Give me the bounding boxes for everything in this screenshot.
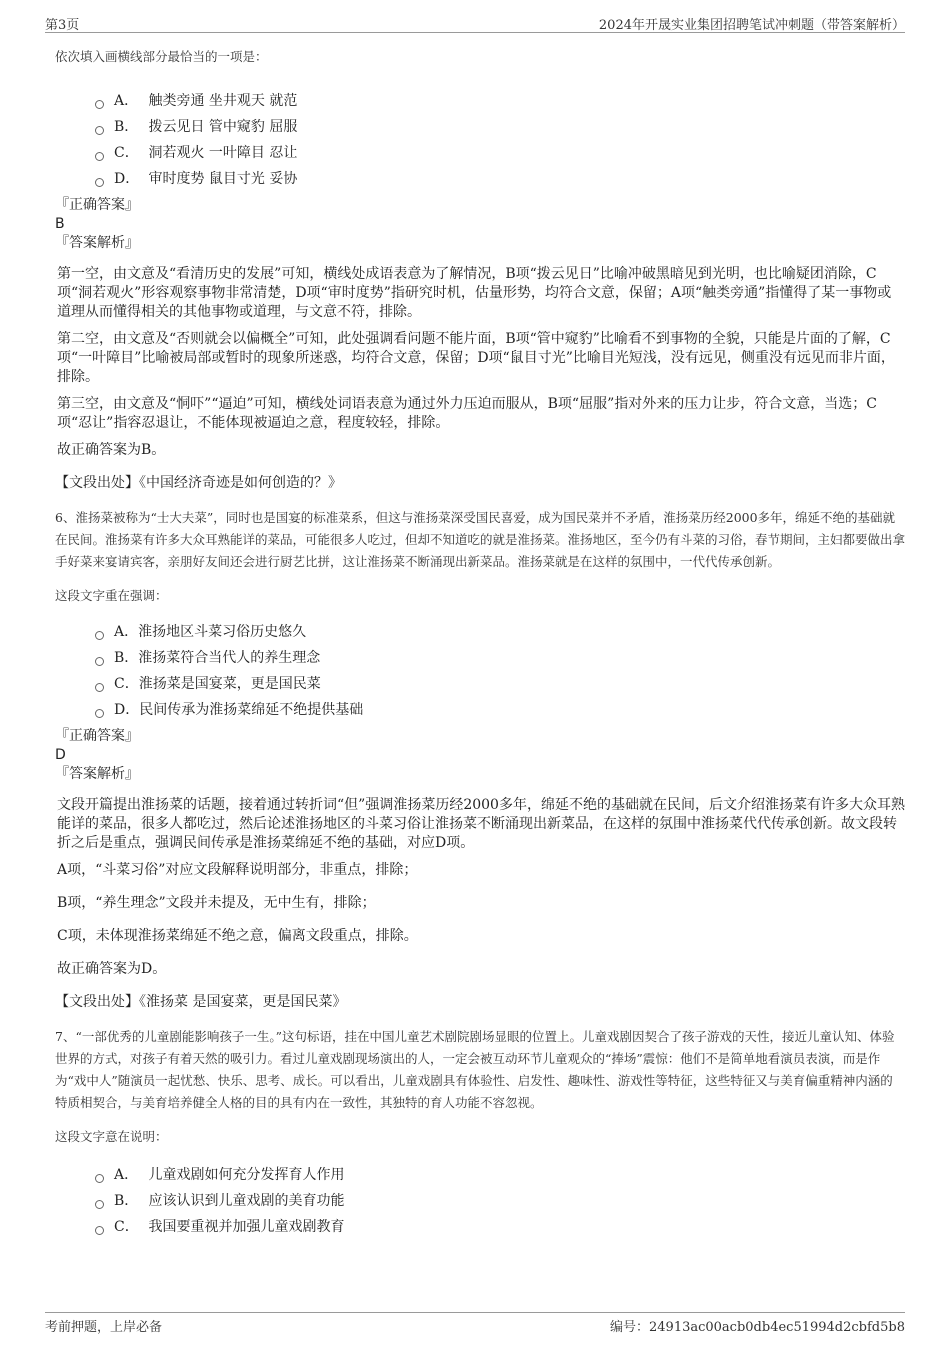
page-header — [45, 10, 905, 33]
q6-option-c[interactable]: C．淮扬菜是国宴菜，更是国民菜 — [95, 671, 905, 697]
radio-button[interactable] — [95, 152, 104, 161]
q7-question: 这段文字意在说明： — [55, 1129, 168, 1144]
q6-option-a[interactable]: A．淮扬地区斗菜习俗历史悠久 — [95, 619, 905, 645]
radio-button[interactable] — [95, 683, 104, 692]
radio-button[interactable] — [95, 178, 104, 187]
q6-option-d[interactable]: D．民间传承为淮扬菜绵延不绝提供基础 — [95, 697, 905, 723]
q5-options — [55, 88, 905, 192]
q5-question: 依次填入画横线部分最恰当的一项是： — [55, 49, 268, 64]
radio-button[interactable] — [95, 100, 104, 109]
q7-options — [55, 1162, 905, 1240]
q6-analysis-3: B项，“养生理念”文段并未提及，无中生有，排除； — [57, 895, 376, 911]
footer-slogan: 考前押题，上岸必备 — [45, 1320, 163, 1335]
q5-analysis-2: 第二空，由文意及“否则就会以偏概全”可知，此处强调看问题不能片面，B项“管中窥豹”比喻看不到事物的全貌，只能是片面的了解，C项“一叶障目”比喻被局部或暂时的现象所迷惑，均符合文意，保留；D项“鼠目寸光”比喻目光短浅，没有远见，侧重没有远见而非片面，排除。 — [57, 331, 895, 385]
q6-source: 【文段出处】《淮扬菜 是国宴菜，更是国民菜》 — [55, 994, 347, 1010]
q6-answer: D — [55, 747, 66, 763]
q6-analysis-tag: 『答案解析』 — [55, 766, 139, 782]
q5-option-d[interactable]: D． 审时度势 鼠目寸光 妥协 — [95, 166, 905, 192]
radio-button[interactable] — [95, 126, 104, 135]
page-number: 第3页 — [45, 18, 80, 33]
q7-stem: 7、“一部优秀的儿童剧能影响孩子一生。”这句标语，挂在中国儿童艺术剧院剧场显眼的位置上。儿童戏剧因契合了孩子游戏的天性，接近儿童认知、体验世界的方式，对孩子有着天然的吸引力。看过儿童戏剧现场演出的人，一定会被互动环节儿童观众的“捧场”震惊：他们不是简单地看演员表演，而是作为“戏中人”随演员一起忧愁、快乐、思考、成长。可以看出，儿童戏剧具有体验性、启发性、趣味性、游戏性等特征，这些特征又与美育偏重精神内涵的特质相契合，与美育培养健全人格的目的具有内在一致性，其独特的育人功能不容忽视。 — [55, 1029, 895, 1110]
q5-analysis-3: 第三空，由文意及“恫吓”“逼迫”可知，横线处词语表意为通过外力压迫而服从，B项“屈服”指对外来的压力让步，符合文意，当选；C项“忍让”指容忍退让，不能体现被逼迫之意，程度较轻，排除。 — [57, 396, 877, 431]
main-content — [55, 46, 905, 1240]
q5-answer: B — [55, 216, 65, 232]
radio-button[interactable] — [95, 709, 104, 718]
q6-options — [55, 619, 905, 723]
q6-option-b[interactable]: B．淮扬菜符合当代人的养生理念 — [95, 645, 905, 671]
q7-option-c[interactable]: C． 我国要重视并加强儿童戏剧教育 — [95, 1214, 905, 1240]
q6-answer-tag: 『正确答案』 — [55, 728, 139, 744]
q5-analysis-tag: 『答案解析』 — [55, 235, 139, 251]
q5-answer-tag: 『正确答案』 — [55, 197, 139, 213]
page-footer — [45, 1312, 905, 1337]
q5-source: 【文段出处】《中国经济奇迹是如何创造的？》 — [55, 475, 342, 491]
q5-analysis-1: 第一空，由文意及“看清历史的发展”可知，横线处成语表意为了解情况，B项“拨云见日”比喻冲破黑暗见到光明，也比喻疑团消除，C项“洞若观火”形容观察事物非常清楚，D项“审时度势”指研究时机，估量形势，均符合文意，保留；A项“触类旁通”指懂得了某一事物或道理从而懂得相关的其他事物或道理，与文意不符，排除。 — [57, 266, 892, 320]
document-title: 2024年开晟实业集团招聘笔试冲刺题（带答案解析） — [598, 18, 905, 33]
q6-stem: 6、淮扬菜被称为“士大夫菜”，同时也是国宴的标准菜系，但这与淮扬菜深受国民喜爱，成为国民菜并不矛盾，淮扬菜历经2000多年，绵延不绝的基础就在民间。淮扬菜有许多大众耳熟能详的菜品，可能很多人吃过，但却不知道吃的就是淮扬菜。淮扬地区，至今仍有斗菜的习俗，春节期间，主妇都要做出拿手好菜来宴请宾客，亲朋好友间还会进行厨艺比拼，这让淮扬菜不断涌现出新菜品。淮扬菜就是在这样的氛围中，一代代传承创新。 — [55, 510, 906, 569]
radio-button[interactable] — [95, 631, 104, 640]
q6-analysis-conclusion: 故正确答案为D。 — [57, 961, 167, 977]
q5-option-c[interactable]: C． 洞若观火 一叶障目 忍让 — [95, 140, 905, 166]
radio-button[interactable] — [95, 1226, 104, 1235]
q5-option-a[interactable]: A． 触类旁通 坐井观天 就范 — [95, 88, 905, 114]
radio-button[interactable] — [95, 1200, 104, 1209]
footer-code: 编号：24913ac00acb0db4ec51994d2cbfd5b8 — [610, 1320, 905, 1335]
q5-analysis-conclusion: 故正确答案为B。 — [57, 442, 166, 458]
q6-analysis-2: A项，“斗菜习俗”对应文段解释说明部分，非重点，排除； — [57, 862, 418, 878]
q6-question: 这段文字重在强调： — [55, 588, 168, 603]
radio-button[interactable] — [95, 657, 104, 666]
radio-button[interactable] — [95, 1174, 104, 1183]
q7-option-b[interactable]: B． 应该认识到儿童戏剧的美育功能 — [95, 1188, 905, 1214]
q6-analysis-1: 文段开篇提出淮扬菜的话题，接着通过转折词“但”强调淮扬菜历经2000多年，绵延不绝的基础就在民间，后文介绍淮扬菜有许多大众耳熟能详的菜品，很多人都吃过，然后论述淮扬地区的斗菜习俗让淮扬菜不断涌现出新菜品，在这样的氛围中淮扬菜代代传承创新。故文段转折之后是重点，强调民间传承是淮扬菜绵延不绝的基础，对应D项。 — [57, 797, 905, 851]
q7-option-a[interactable]: A． 儿童戏剧如何充分发挥育人作用 — [95, 1162, 905, 1188]
q5-option-b[interactable]: B． 拨云见日 管中窥豹 屈服 — [95, 114, 905, 140]
q6-analysis-4: C项，未体现淮扬菜绵延不绝之意，偏离文段重点，排除。 — [57, 928, 418, 944]
